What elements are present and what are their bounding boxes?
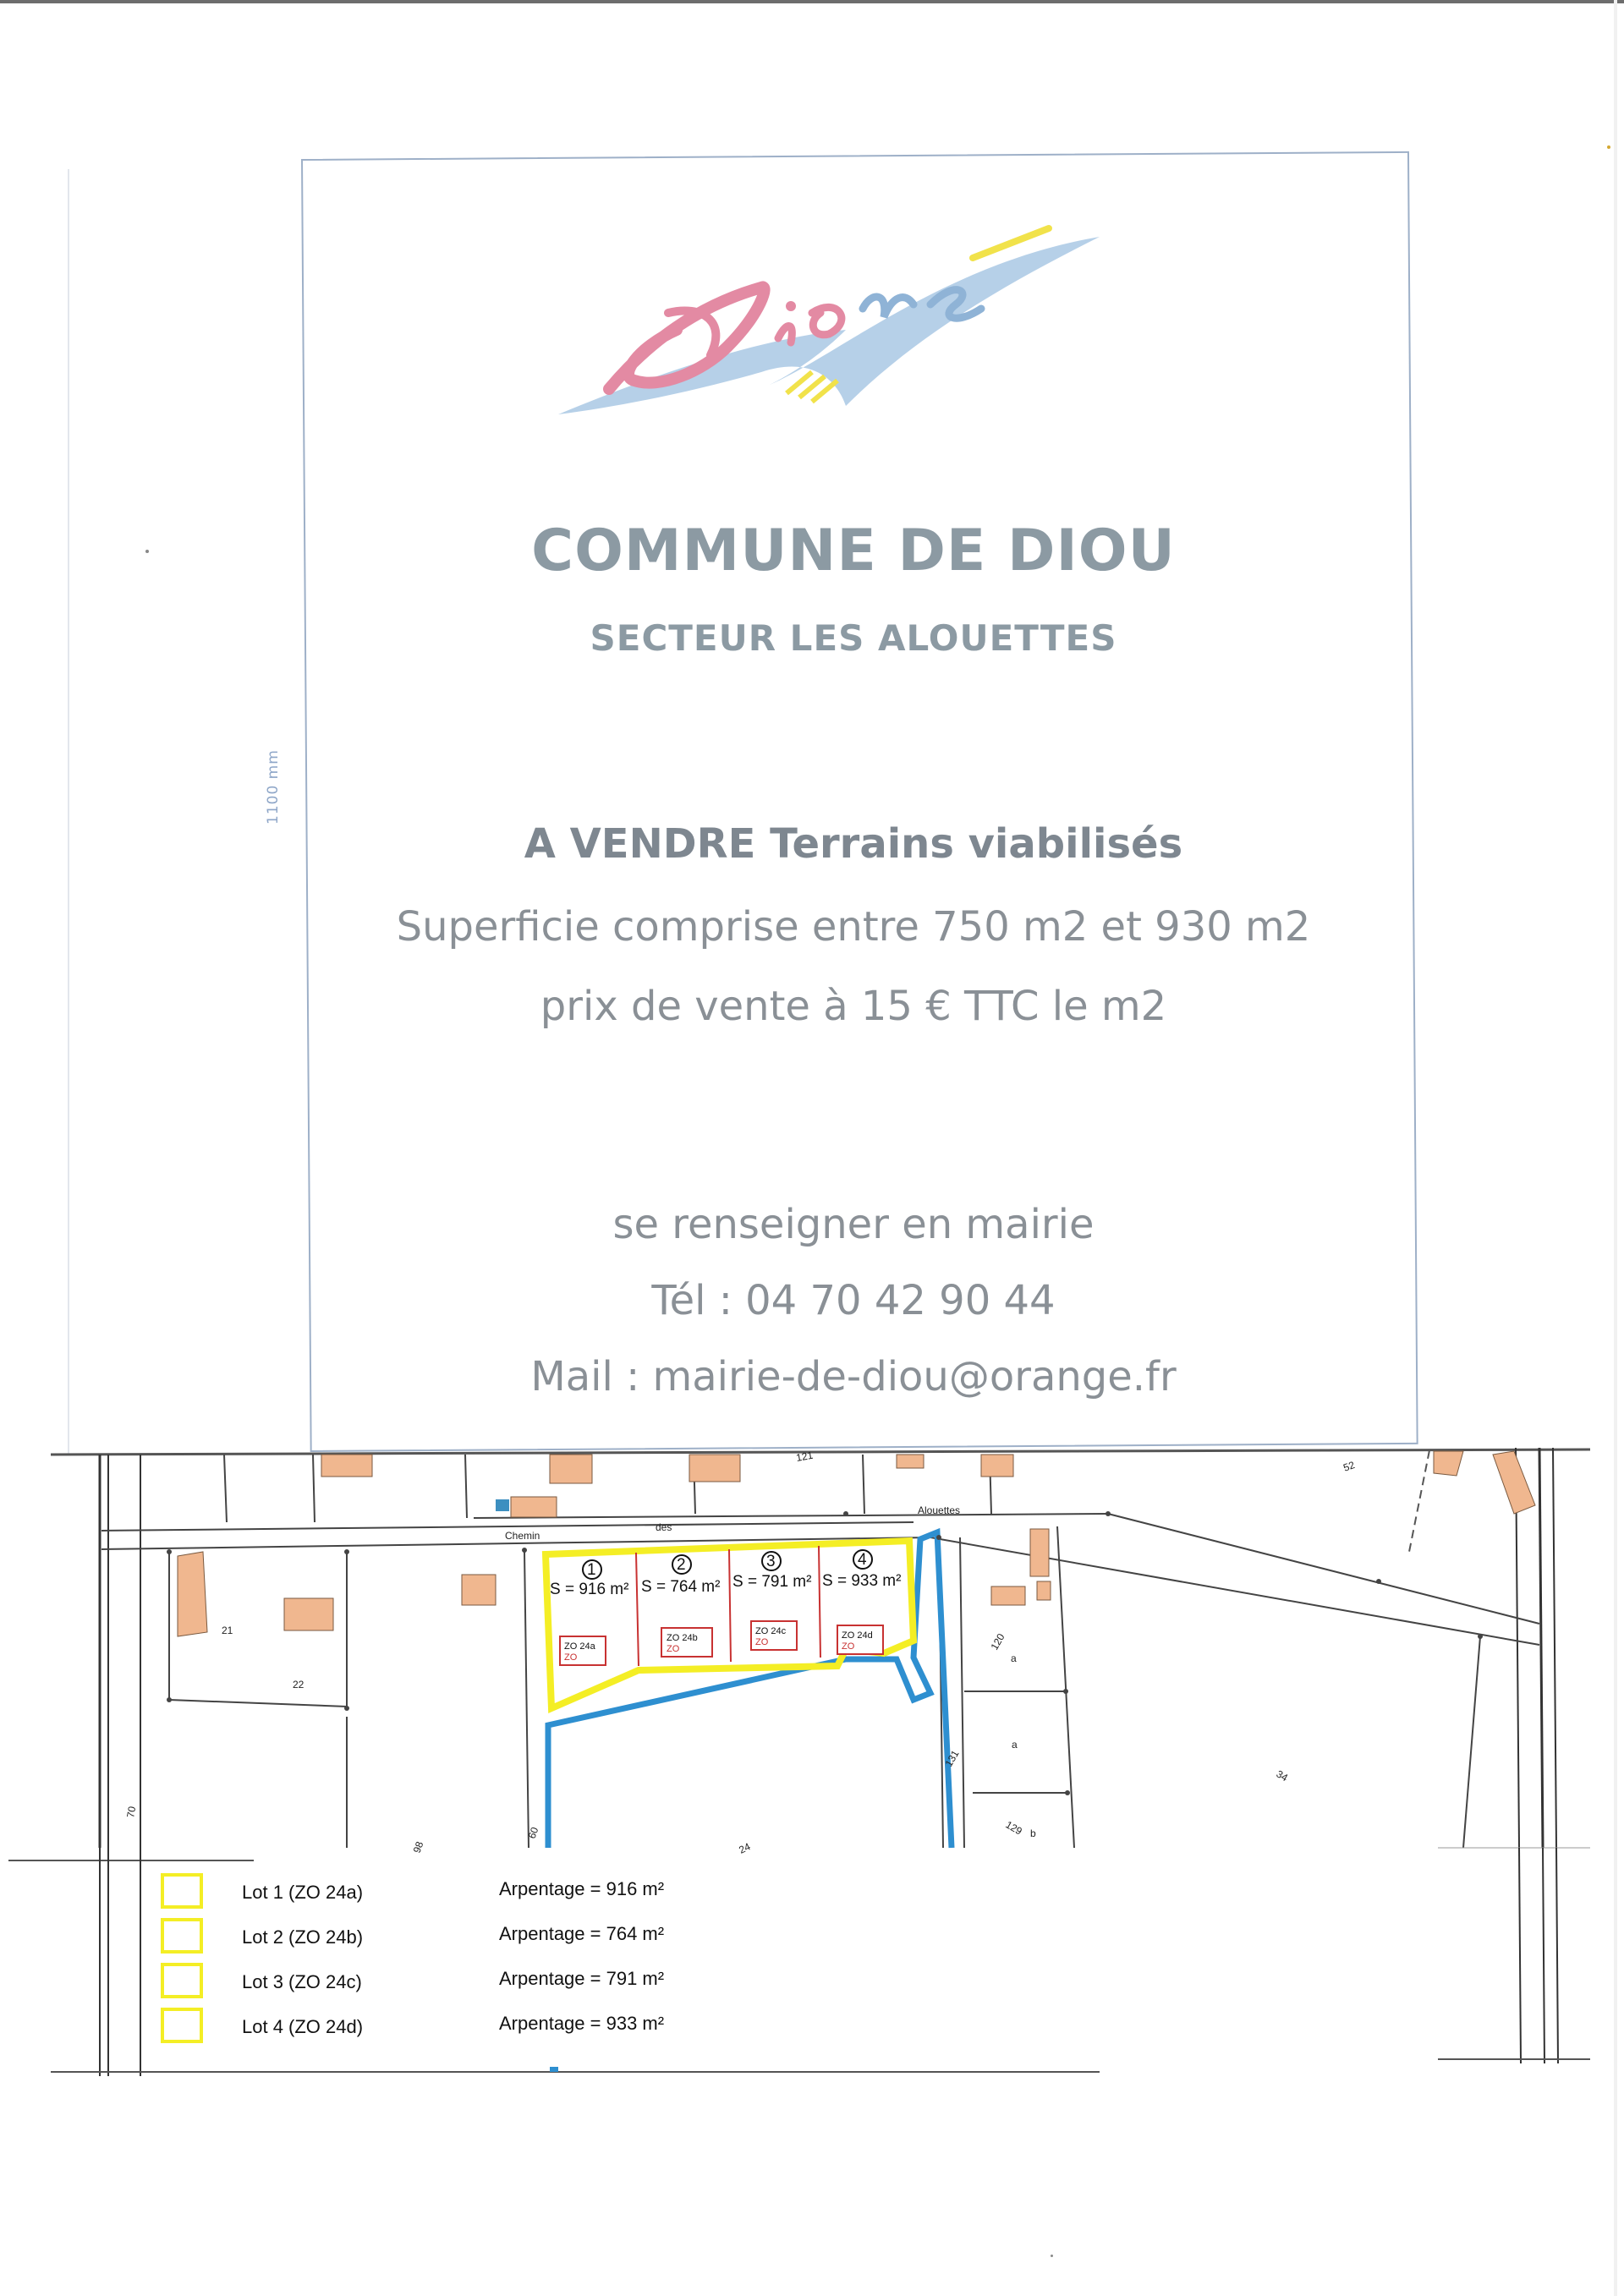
road-name-3: Alouettes xyxy=(918,1504,961,1516)
phone-text: Tél : 04 70 42 90 44 xyxy=(651,1277,1056,1324)
scan-edge-left xyxy=(68,169,69,1455)
lot-1-ref: ZO 24a xyxy=(564,1641,595,1652)
legend-row xyxy=(152,1918,744,1959)
parcel-number: 121 xyxy=(795,1449,815,1464)
parcel-number: a xyxy=(1011,1652,1017,1664)
sale-heading: A VENDRE Terrains viabilisés xyxy=(524,820,1183,868)
plan-legend xyxy=(152,1873,744,2076)
legend-swatch xyxy=(161,1873,203,1909)
parcel-number: b xyxy=(1030,1827,1036,1839)
scan-edge-right xyxy=(1614,0,1617,2296)
scan-speck xyxy=(1607,145,1610,149)
parcel-number: 129 xyxy=(1003,1818,1024,1838)
parcel-number: 120 xyxy=(988,1631,1007,1652)
poster-subtitle: SECTEUR LES ALOUETTES xyxy=(590,617,1117,659)
road-name-1: Chemin xyxy=(505,1530,540,1542)
legend-lot-area: Arpentage = 933 m² xyxy=(499,2013,665,2034)
parcel-number: 70 xyxy=(124,1805,139,1819)
lot-2-ref: ZO 24b xyxy=(667,1633,698,1643)
lot-3-ref2: ZO xyxy=(755,1637,769,1647)
legend-lot-name: Lot 1 (ZO 24a) xyxy=(242,1882,364,1903)
parcel-number: 21 xyxy=(222,1625,233,1636)
legend-row xyxy=(152,1963,744,2003)
scan-speck xyxy=(1051,2255,1053,2257)
scan-speck xyxy=(145,550,149,553)
parcel-number: 22 xyxy=(293,1679,304,1690)
parcel-number: 34 xyxy=(1274,1767,1291,1784)
lot-2-number: 2 xyxy=(677,1556,686,1574)
legend-lot-name: Lot 3 (ZO 24c) xyxy=(242,1971,362,1992)
lot-3-ref: ZO 24c xyxy=(755,1626,787,1636)
lot-4-ref2: ZO xyxy=(842,1641,855,1652)
cadastral-plan xyxy=(0,1442,1624,1856)
parcel-number: 52 xyxy=(1341,1459,1357,1474)
road-name-2: des xyxy=(656,1521,672,1533)
parcel-number: 60 xyxy=(525,1825,541,1841)
lot-4-ref: ZO 24d xyxy=(842,1630,873,1641)
price-text: prix de vente à 15 € TTC le m2 xyxy=(540,983,1167,1030)
area-range-text: Superficie comprise entre 750 m2 et 930 m2 xyxy=(396,903,1311,951)
contact-text: se renseigner en mairie xyxy=(612,1201,1095,1248)
lot-4-number: 4 xyxy=(858,1551,867,1569)
lot-3-area: S = 791 m² xyxy=(732,1573,812,1591)
lot-4-area: S = 933 m² xyxy=(822,1572,902,1590)
parcel-number: 98 xyxy=(410,1839,426,1855)
legend-lot-name: Lot 2 (ZO 24b) xyxy=(242,1926,364,1948)
lot-1-number: 1 xyxy=(587,1561,596,1579)
poster-title: COMMUNE DE DIOU xyxy=(531,518,1176,584)
legend-lot-name: Lot 4 (ZO 24d) xyxy=(242,2016,364,2037)
legend-swatch xyxy=(161,1918,203,1954)
legend-swatch xyxy=(161,1963,203,1998)
lot-2-ref2: ZO xyxy=(667,1644,680,1654)
parcel-number: 24 xyxy=(737,1840,753,1856)
lot-2-area: S = 764 m² xyxy=(641,1578,721,1596)
legend-row xyxy=(152,1873,744,1914)
scan-edge-top xyxy=(0,0,1624,3)
legend-swatch xyxy=(161,2008,203,2043)
parcel-number: a xyxy=(1012,1739,1018,1751)
lot-1-area: S = 916 m² xyxy=(550,1581,629,1598)
legend-lot-area: Arpentage = 916 m² xyxy=(499,1878,665,1899)
legend-lot-area: Arpentage = 764 m² xyxy=(499,1923,665,1944)
legend-row xyxy=(152,2008,744,2048)
lot-1-ref2: ZO xyxy=(564,1652,578,1663)
lot-3-number: 3 xyxy=(766,1553,776,1570)
diou-logo xyxy=(558,211,1116,431)
parcel-number: 131 xyxy=(942,1748,962,1769)
email-text: Mail : mairie-de-diou@orange.fr xyxy=(530,1353,1177,1400)
dimension-label: 1100 mm xyxy=(265,749,282,825)
legend-lot-area: Arpentage = 791 m² xyxy=(499,1968,665,1989)
